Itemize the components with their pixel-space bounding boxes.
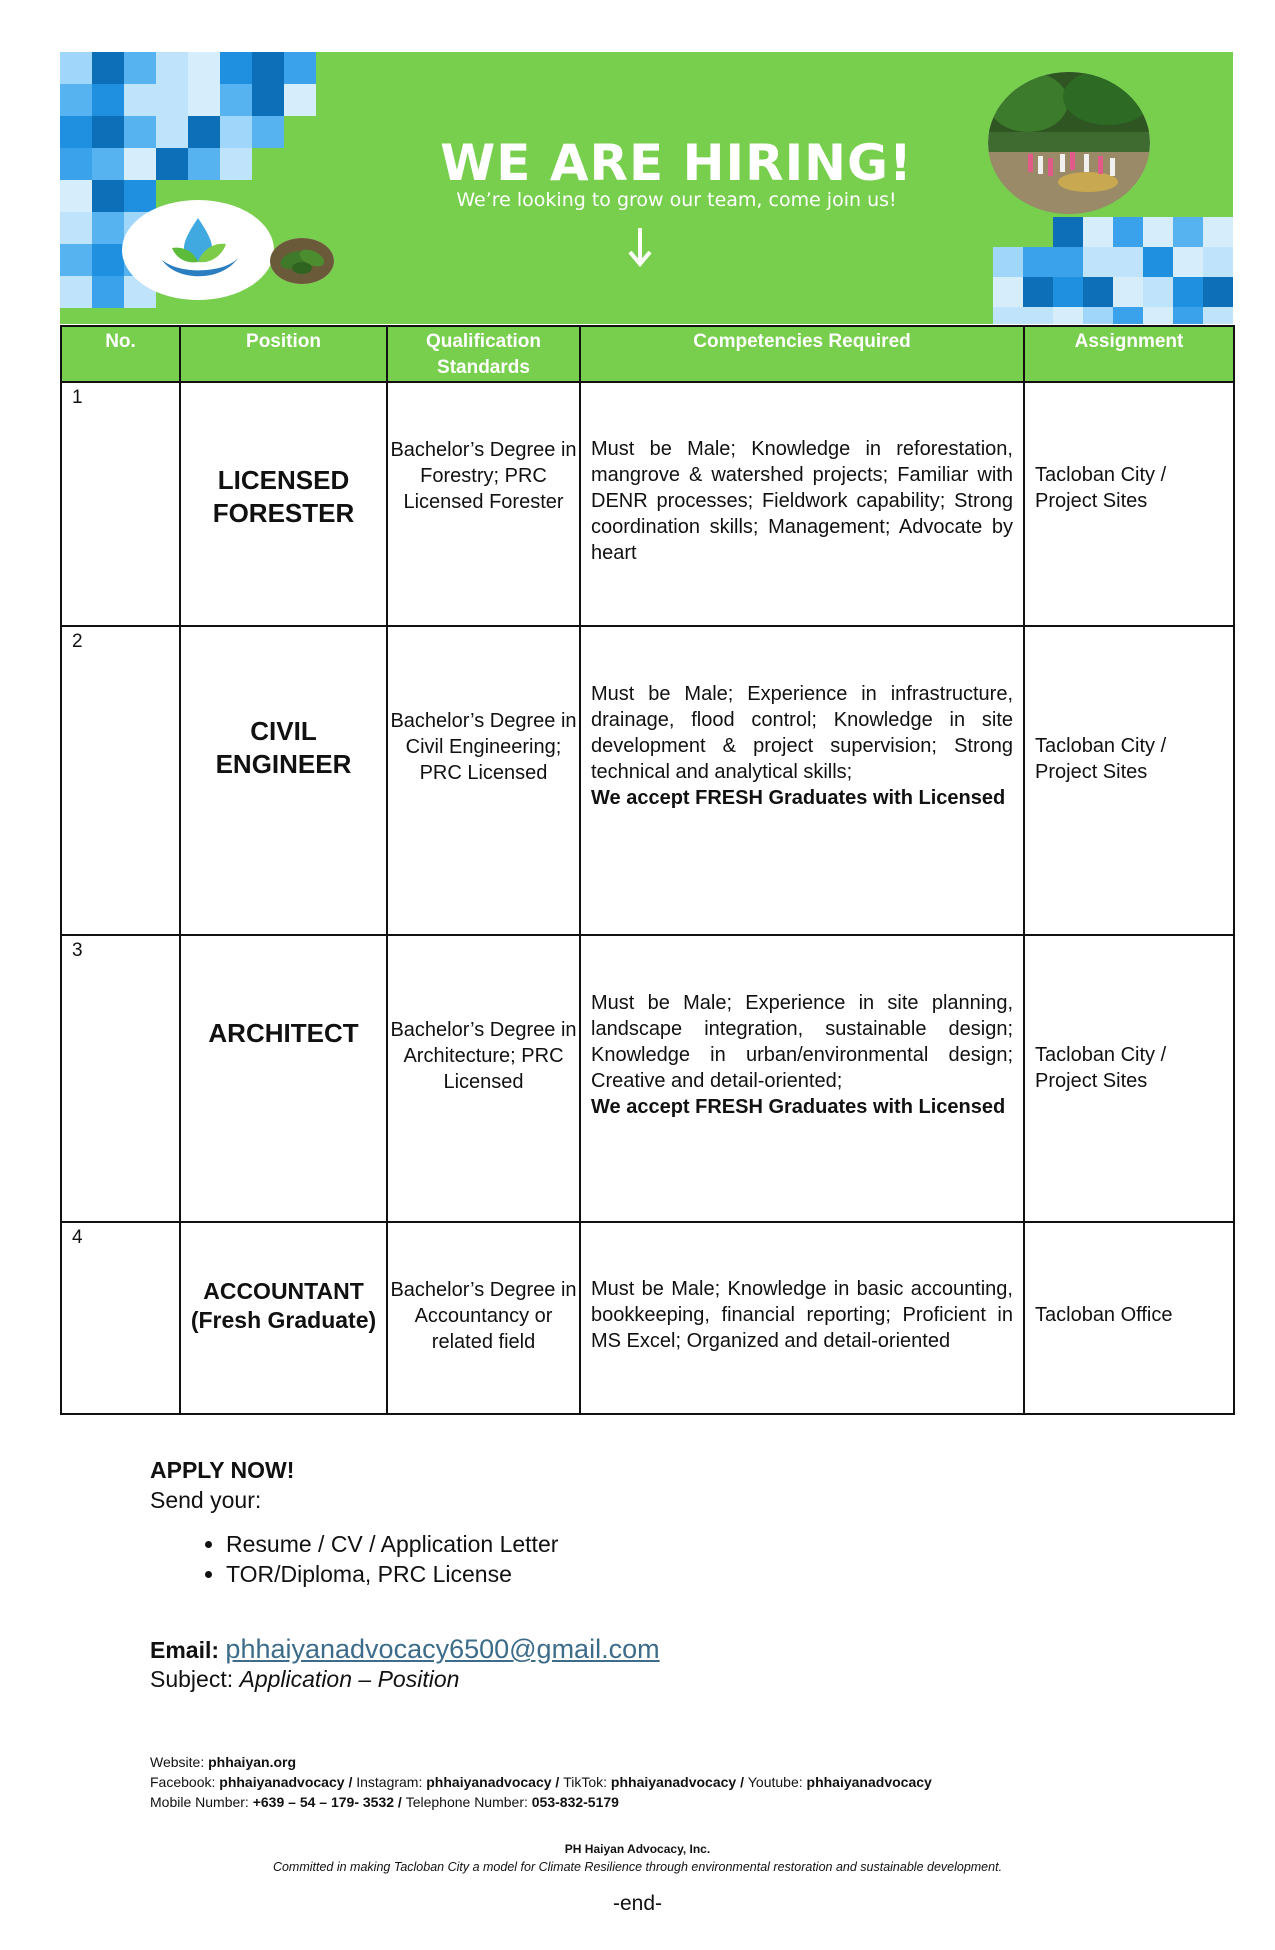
mosaic-tile bbox=[1143, 247, 1173, 277]
qualification-text: Bachelor’s Degree in Architecture; PRC Licensed bbox=[387, 935, 580, 1222]
row-number: 1 bbox=[61, 382, 180, 626]
position-title: ARCHITECT bbox=[180, 935, 387, 1222]
table-row bbox=[61, 935, 1234, 1222]
mosaic-tile bbox=[60, 148, 92, 180]
position-title: LICENSED FORESTER bbox=[180, 382, 387, 626]
row-number: 2 bbox=[61, 626, 180, 935]
subject-value: Application – Position bbox=[239, 1666, 460, 1692]
mosaic-tile bbox=[92, 244, 124, 276]
row-number: 3 bbox=[61, 935, 180, 1222]
header-competencies: Competencies Required bbox=[580, 326, 1024, 382]
mosaic-tile bbox=[1173, 247, 1203, 277]
list-item: • Resume / CV / Application Letter bbox=[226, 1529, 558, 1559]
mosaic-tile bbox=[92, 212, 124, 244]
qualification-text: Bachelor’s Degree in Accountancy or related field bbox=[387, 1222, 580, 1414]
seedling-photo bbox=[270, 238, 334, 284]
mosaic-tile bbox=[124, 52, 156, 84]
email-line bbox=[150, 1634, 660, 1665]
header-no: No. bbox=[61, 326, 180, 382]
mosaic-tile bbox=[1053, 307, 1083, 324]
mosaic-tile bbox=[60, 52, 92, 84]
mosaic-tile bbox=[156, 84, 188, 116]
email-link[interactable]: phhaiyanadvocacy6500@gmail.com bbox=[225, 1634, 660, 1664]
banner-title: WE ARE HIRING! bbox=[440, 134, 913, 192]
assignment-text: Tacloban City / Project Sites bbox=[1024, 935, 1234, 1222]
qualification-text: Bachelor’s Degree in Civil Engineering; PRC Licensed bbox=[387, 626, 580, 935]
mosaic-tile bbox=[1113, 277, 1143, 307]
telephone-number: 053-832-5179 bbox=[531, 1794, 619, 1810]
mosaic-tile bbox=[92, 52, 124, 84]
mosaic-tile bbox=[1083, 307, 1113, 324]
competencies-text: Must be Male; Experience in site planning, landscape integration, sustainable design; Knowledge in urban/environmental design; Creative and detail-oriented; We accept FRESH Graduates with Licensed bbox=[580, 935, 1024, 1222]
mosaic-tile bbox=[252, 52, 284, 84]
mosaic-tile bbox=[220, 52, 252, 84]
fresh-graduates-note: We accept FRESH Graduates with Licensed bbox=[591, 787, 1006, 809]
social-line: Facebook: phhaiyanadvocacy / Instagram: phhaiyanadvocacy / TikTok: phhaiyanadvocacy / Youtube: phhaiyanadvocacy bbox=[150, 1774, 932, 1790]
competencies-text: Must be Male; Knowledge in reforestation, mangrove & watershed projects; Familiar with DENR processes; Fieldwork capability; Strong coordination skills; Management; Advocate by heart bbox=[580, 382, 1024, 626]
list-item: • TOR/Diploma, PRC License bbox=[226, 1559, 558, 1589]
email-label: Email: bbox=[150, 1637, 220, 1663]
table-header-row bbox=[61, 326, 1234, 382]
mosaic-tile bbox=[993, 247, 1023, 277]
mosaic-tile bbox=[1203, 217, 1233, 247]
contact-info bbox=[150, 1752, 932, 1812]
row-number: 4 bbox=[61, 1222, 180, 1414]
organization-name: PH Haiyan Advocacy, Inc. bbox=[564, 1842, 711, 1856]
mosaic-tile bbox=[60, 116, 92, 148]
mosaic-tile bbox=[1173, 277, 1203, 307]
mosaic-tile bbox=[1143, 277, 1173, 307]
apply-heading: APPLY NOW! bbox=[150, 1457, 295, 1483]
fresh-graduates-note: We accept FRESH Graduates with Licensed bbox=[591, 1096, 1006, 1118]
hiring-banner bbox=[60, 52, 1233, 324]
website-link[interactable]: phhaiyan.org bbox=[208, 1754, 297, 1770]
requirements-list bbox=[150, 1529, 558, 1589]
organization-tagline: Committed in making Tacloban City a model for Climate Resilience through environmental restoration and sustainable development. bbox=[272, 1860, 1003, 1874]
instagram-handle: phhaiyanadvocacy bbox=[426, 1774, 552, 1790]
apply-send-label: Send your: bbox=[150, 1487, 262, 1513]
subject-line bbox=[150, 1666, 459, 1693]
mosaic-tile bbox=[1113, 307, 1143, 324]
facebook-handle: phhaiyanadvocacy bbox=[219, 1774, 345, 1790]
mosaic-tile bbox=[284, 52, 316, 84]
mosaic-tile bbox=[60, 180, 92, 212]
mosaic-tile bbox=[1083, 247, 1113, 277]
position-title: ACCOUNTANT (Fresh Graduate) bbox=[180, 1222, 387, 1414]
header-qualification: Qualification Standards bbox=[387, 326, 580, 382]
apply-section bbox=[150, 1455, 558, 1589]
assignment-text: Tacloban City / Project Sites bbox=[1024, 626, 1234, 935]
phone-line: Mobile Number: +639 – 54 – 179- 3532 / Telephone Number: 053-832-5179 bbox=[150, 1794, 619, 1810]
mosaic-tile bbox=[156, 52, 188, 84]
table-row bbox=[61, 1222, 1234, 1414]
assignment-text: Tacloban Office bbox=[1024, 1222, 1234, 1414]
mosaic-tile bbox=[1023, 307, 1053, 324]
arrow-down-icon bbox=[620, 222, 660, 272]
mosaic-tile bbox=[60, 276, 92, 308]
youtube-handle: phhaiyanadvocacy bbox=[806, 1774, 932, 1790]
mosaic-tile bbox=[1053, 277, 1083, 307]
mosaic-tile bbox=[92, 276, 124, 308]
mosaic-tile bbox=[92, 84, 124, 116]
banner-subtitle: We’re looking to grow our team, come join us! bbox=[456, 189, 897, 211]
tiktok-handle: phhaiyanadvocacy bbox=[610, 1774, 737, 1790]
mosaic-tile bbox=[60, 212, 92, 244]
mosaic-tile bbox=[1023, 247, 1053, 277]
mosaic-tile bbox=[188, 52, 220, 84]
mosaic-tile bbox=[1113, 247, 1143, 277]
mosaic-tile bbox=[1143, 307, 1173, 324]
mosaic-tile bbox=[188, 84, 220, 116]
mosaic-tile bbox=[60, 244, 92, 276]
job-openings-table bbox=[60, 325, 1235, 1415]
mosaic-tile bbox=[1053, 247, 1083, 277]
competencies-text: Must be Male; Experience in infrastructure, drainage, flood control; Knowledge in site development & project supervision; Strong technical and analytical skills; We accept FRESH Graduates with Licensed bbox=[580, 626, 1024, 935]
mosaic-tile bbox=[1143, 217, 1173, 247]
mosaic-tile bbox=[1203, 277, 1233, 307]
header-position: Position bbox=[180, 326, 387, 382]
mosaic-tile bbox=[124, 84, 156, 116]
mosaic-tile bbox=[1203, 307, 1233, 324]
position-title: CIVIL ENGINEER bbox=[180, 626, 387, 935]
mosaic-tile bbox=[993, 307, 1023, 324]
mosaic-tile bbox=[993, 277, 1023, 307]
mosaic-tile bbox=[284, 84, 316, 116]
qualification-text: Bachelor’s Degree in Forestry; PRC Licensed Forester bbox=[387, 382, 580, 626]
mosaic-tile bbox=[1173, 217, 1203, 247]
table-row bbox=[61, 626, 1234, 935]
end-marker: -end- bbox=[612, 1892, 663, 1915]
mosaic-tile bbox=[252, 84, 284, 116]
header-assignment: Assignment bbox=[1024, 326, 1234, 382]
mosaic-tile bbox=[1203, 247, 1233, 277]
mosaic-tile bbox=[220, 84, 252, 116]
mosaic-tile bbox=[1173, 307, 1203, 324]
competencies-text: Must be Male; Knowledge in basic accounting, bookkeeping, financial reporting; Proficient in MS Excel; Organized and detail-oriented bbox=[580, 1222, 1024, 1414]
assignment-text: Tacloban City / Project Sites bbox=[1024, 382, 1234, 626]
mobile-number: +639 – 54 – 179- 3532 bbox=[252, 1794, 395, 1810]
mosaic-tile bbox=[1083, 217, 1113, 247]
mosaic-tile bbox=[1083, 277, 1113, 307]
organization-logo bbox=[122, 200, 274, 300]
mosaic-tile bbox=[1113, 217, 1143, 247]
mosaic-tile bbox=[60, 84, 92, 116]
website-line: Website: phhaiyan.org bbox=[150, 1754, 297, 1770]
table-row bbox=[61, 382, 1234, 626]
mosaic-tile bbox=[1053, 217, 1083, 247]
mosaic-tile bbox=[1023, 277, 1053, 307]
subject-label: Subject: bbox=[150, 1666, 234, 1692]
